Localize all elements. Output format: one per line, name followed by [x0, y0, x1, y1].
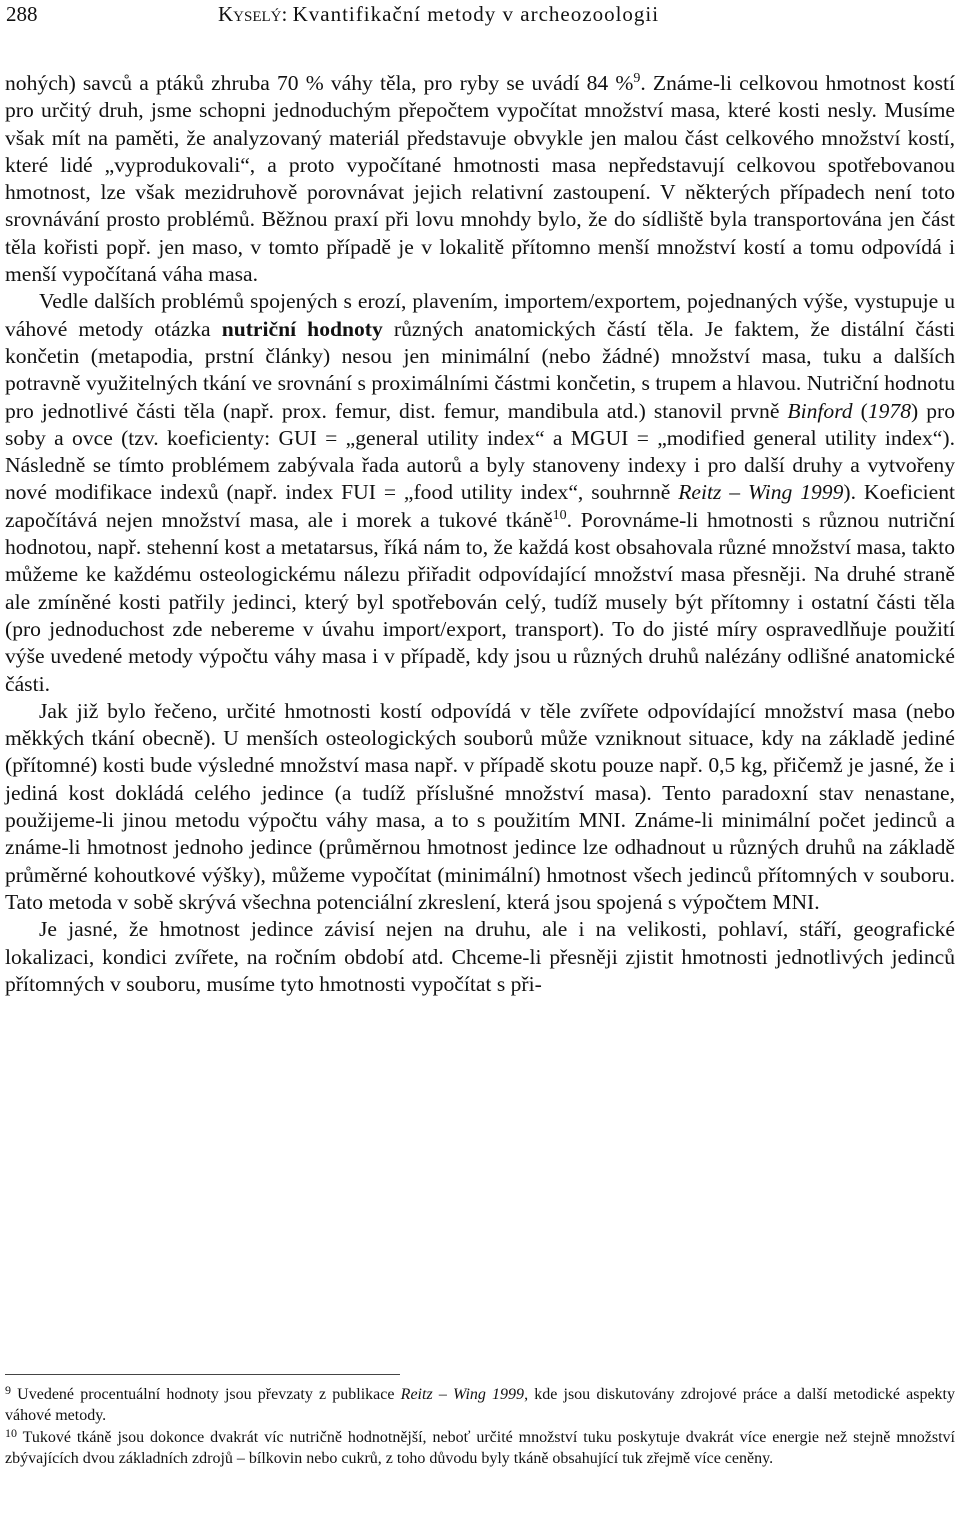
p2-text-b: různých anatomických částí těla. Je faktem, že distální části končetin (metapodia, prstní články) nesou jen minimální (nebo žádné) množství masa, tuku a dalších potravně využitelných tkání ve srovnání s proximálními částmi končetin, s trupem a hlavou. Nutriční hodnotu pro jednotlivé části těla (např. prox. femur, dist. femur, mandibula atd.) stanovil prvně	[5, 316, 955, 423]
footnote-10	[5, 1427, 955, 1469]
p1-text-a: nohých) savců a ptáků zhruba 70 % váhy těla, pro ryby se uvádí 84 %	[5, 71, 634, 95]
page-number: 288	[6, 2, 38, 26]
paragraph-1	[5, 70, 955, 288]
header-author: Kyselý:	[218, 2, 288, 26]
body-text	[5, 70, 955, 998]
footnote-rule	[5, 1374, 400, 1375]
p2-text-e: . Porovnáme-li hmotnosti s různou nutriční hodnotou, např. stehenní kost a metatarsus, říká nám to, že každá kost obsahovala různé množství masa, takto můžeme ke každému osteologickému nálezu přiřadit odpovídající množství masa přesněji. Na druhé straně ale zmíněné kosti patřily jedinci, který byl spotřebován celý, tudíž musely být přítomny i ostatní části těla (pro jednoduchost zde nebereme v úvahu import/export, transport). To do jisté míry ospravedlňuje použití výše uvedené metody výpočtu váhy masa i v případě, kdy jsou u různých druhů nalézány odlišné anatomické části.	[5, 507, 955, 696]
p2-text-c: ) pro soby a ovce (tzv. koeficienty: GUI = „general utility index“ a MGUI = „modified general utility index“). Následně se tímto problémem zabývala řada autorů a byly stanoveny indexy i pro další druhy a vytvořeny nové modifikace indexů (např. index FUI = „food utility index“, souhrnně	[5, 398, 955, 505]
footnote-9-text-b: , kde jsou diskutovány zdrojové práce a další metodické aspekty váhové metody.	[5, 1386, 956, 1424]
citation-reitz-wing: Reitz – Wing 1999	[678, 480, 844, 505]
p2-text-a: Vedle dalších problémů spojených s erozí, plavením, importem/exportem, pojednaných výše, vystupuje u váhové metody otázka	[5, 289, 955, 341]
footnote-ref-10: 10	[552, 507, 567, 523]
term-nutritional-value: nutriční hodnoty	[221, 316, 383, 341]
p2-text-d: ). Koeficient započítává nejen množství masa, ale i morek a tukové tkáně	[5, 480, 955, 532]
footnote-9-number: 9	[5, 1383, 11, 1397]
citation-binford-paren: (	[852, 398, 868, 423]
header-title: Kvantifikační metody v archeozoologii	[292, 2, 660, 26]
footnote-10-text: Tukové tkáně jsou dokonce dvakrát víc nutričně hodnotnější, neboť určité množství tuku poskytuje dvakrát více energie než stejně množství zbývajících dvou základních zdrojů – bílkovin nebo cukrů, z toho důvodu byly tkáně obsahující tuk zřejmě více ceněny.	[5, 1429, 955, 1467]
paragraph-2	[5, 288, 955, 697]
footnote-ref-9: 9	[633, 71, 641, 86]
footnote-9-citation: Reitz – Wing 1999	[400, 1386, 525, 1403]
running-header	[6, 2, 956, 26]
p1-text-b: . Známe-li celkovou hmotnost kostí pro určitý druh, jsme schopni jednoduchým přepočtem vypočítat množství masa, které kosti nesly. Musíme však mít na paměti, že analyzovaný materiál představuje obvykle jen malou část celkového množství kostí, které lidé „vyprodukovali“, a proto vypočítané hmotnosti masa nepředstavují celkovou spotřebovanou hmotnost, lze však mezidruhově porovnávat jejich relativní zastoupení. V některých případech není toto srovnávání prosto problémů. Běžnou praxí při lovu mnohdy bylo, že do sídliště byla transportována jen část těla kořisti popř. jen maso, v tomto případě je v lokalitě přítomno menší množství kostí a tomu odpovídá i menší vypočítaná váha masa.	[5, 71, 955, 287]
paragraph-3: Jak již bylo řečeno, určité hmotnosti kostí odpovídá v těle zvířete odpovídající množství masa (nebo měkkých tkání obecně). U menších osteologických souborů může vzniknout situace, kdy na základě jediné (přítomné) kosti bude výsledné množství masa např. v případě skotu pouze např. 0,5 kg, přičemž je jasné, že i jediná kost dokládá celého jedince (a tudíž příslušné množství masa). Tento paradoxní stav nenastane, použijeme-li jinou metodu výpočtu váhy masa, a to s použitím MNI. Známe-li minimální počet jedinců a známe-li hmotnost jednoho jedince (průměrnou hmotnost jedince lze odhadnout u různých druhů na základě průměrné kohoutkové výšky), můžeme vypočítat (minimální) hmotnost všech jedinců přítomných v souboru. Tato metoda v sobě skrývá všechna potenciální zkreslení, která jsou spojená s výpočtem MNI.	[5, 698, 955, 914]
citation-binford-year: 1978	[867, 398, 911, 423]
citation-binford-author: Binford	[787, 398, 853, 423]
footnote-9	[5, 1384, 955, 1426]
footnote-10-number: 10	[5, 1426, 17, 1440]
footnotes	[5, 1384, 955, 1470]
footnote-9-text-a: Uvedené procentuální hodnoty jsou převzaty z publikace	[11, 1386, 401, 1403]
paragraph-4: Je jasné, že hmotnost jedince závisí nejen na druhu, ale i na velikosti, pohlaví, stáří, geografické lokalizaci, kondici zvířete, na ročním období atd. Chceme-li přesněji zjistit hmotnosti jednotlivých jedinců přítomných v souboru, musíme tyto hmotnosti vypočítat s při-	[5, 917, 955, 996]
